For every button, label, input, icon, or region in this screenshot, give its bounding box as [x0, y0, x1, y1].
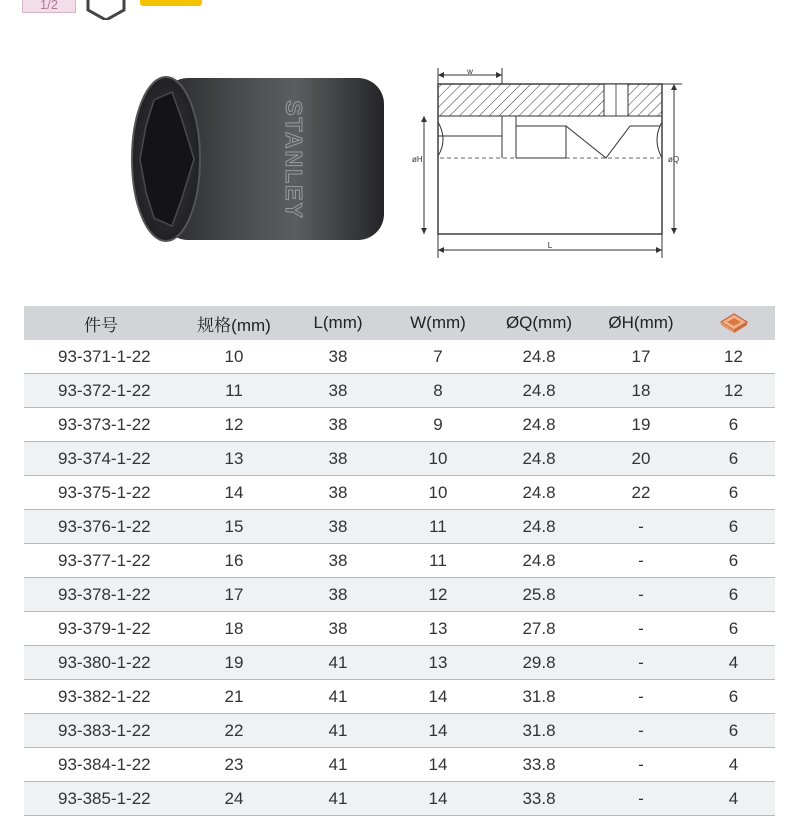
table-row — [24, 646, 775, 680]
cell-h: - — [590, 748, 692, 782]
cell-q: 33.8 — [488, 782, 590, 816]
cell-qty: 6 — [692, 680, 775, 714]
cell-w: 14 — [388, 714, 488, 748]
col-header-size: 规格(mm) — [180, 306, 288, 340]
cell-size: 19 — [180, 646, 288, 680]
col-header-l: L(mm) — [288, 306, 388, 340]
table-row — [24, 340, 775, 374]
cell-q: 24.8 — [488, 476, 590, 510]
cell-l: 38 — [288, 544, 388, 578]
col-header-part-no: 件号 — [24, 306, 180, 340]
cell-h: 17 — [590, 340, 692, 374]
cell-h: - — [590, 612, 692, 646]
quantity-box-icon — [719, 312, 749, 334]
cell-w: 7 — [388, 340, 488, 374]
table-row — [24, 782, 775, 816]
cell-l: 38 — [288, 476, 388, 510]
cell-w: 10 — [388, 476, 488, 510]
cell-qty: 6 — [692, 612, 775, 646]
cell-qty: 4 — [692, 782, 775, 816]
hex-point-icon — [80, 0, 132, 20]
cell-h: 19 — [590, 408, 692, 442]
cell-part-no: 93-373-1-22 — [24, 408, 180, 442]
cell-qty: 4 — [692, 748, 775, 782]
cell-part-no: 93-375-1-22 — [24, 476, 180, 510]
cell-l: 38 — [288, 340, 388, 374]
cell-h: - — [590, 510, 692, 544]
cell-h: 22 — [590, 476, 692, 510]
cell-l: 38 — [288, 408, 388, 442]
brand-engraving: STANLEY — [281, 100, 307, 220]
cell-q: 24.8 — [488, 340, 590, 374]
cell-w: 11 — [388, 544, 488, 578]
cell-qty: 6 — [692, 442, 775, 476]
dimension-drawing — [410, 66, 690, 262]
cell-part-no: 93-382-1-22 — [24, 680, 180, 714]
h-label: øH — [412, 155, 423, 164]
q-label: øQ — [668, 155, 680, 164]
cell-l: 38 — [288, 442, 388, 476]
cell-qty: 6 — [692, 510, 775, 544]
cell-part-no: 93-378-1-22 — [24, 578, 180, 612]
cell-w: 11 — [388, 510, 488, 544]
table-row — [24, 612, 775, 646]
cell-qty: 4 — [692, 646, 775, 680]
cell-size: 23 — [180, 748, 288, 782]
cell-l: 41 — [288, 646, 388, 680]
cell-qty: 12 — [692, 374, 775, 408]
cell-w: 8 — [388, 374, 488, 408]
cell-l: 38 — [288, 510, 388, 544]
cell-h: - — [590, 578, 692, 612]
cell-q: 24.8 — [488, 374, 590, 408]
cell-q: 24.8 — [488, 408, 590, 442]
col-header-w: W(mm) — [388, 306, 488, 340]
table-row — [24, 680, 775, 714]
cell-part-no: 93-384-1-22 — [24, 748, 180, 782]
cell-q: 24.8 — [488, 442, 590, 476]
table-row — [24, 714, 775, 748]
cell-l: 41 — [288, 748, 388, 782]
cell-q: 31.8 — [488, 680, 590, 714]
cell-q: 25.8 — [488, 578, 590, 612]
cell-l: 38 — [288, 612, 388, 646]
cell-qty: 6 — [692, 408, 775, 442]
cell-size: 16 — [180, 544, 288, 578]
cell-l: 38 — [288, 374, 388, 408]
cell-q: 33.8 — [488, 748, 590, 782]
table-row — [24, 544, 775, 578]
cell-part-no: 93-374-1-22 — [24, 442, 180, 476]
table-header-row — [24, 306, 775, 340]
cell-w: 13 — [388, 612, 488, 646]
cell-l: 41 — [288, 782, 388, 816]
cell-q: 29.8 — [488, 646, 590, 680]
cell-part-no: 93-377-1-22 — [24, 544, 180, 578]
drive-size-tag: 1/2 — [22, 0, 76, 13]
cell-size: 18 — [180, 612, 288, 646]
cell-q: 24.8 — [488, 544, 590, 578]
cell-w: 14 — [388, 748, 488, 782]
cell-h: 20 — [590, 442, 692, 476]
table-row — [24, 578, 775, 612]
table-row — [24, 408, 775, 442]
cell-size: 13 — [180, 442, 288, 476]
table-row — [24, 476, 775, 510]
cell-l: 38 — [288, 578, 388, 612]
table-row — [24, 442, 775, 476]
cell-h: - — [590, 714, 692, 748]
table-row — [24, 510, 775, 544]
cell-part-no: 93-371-1-22 — [24, 340, 180, 374]
cell-size: 15 — [180, 510, 288, 544]
cell-size: 22 — [180, 714, 288, 748]
cell-size: 14 — [180, 476, 288, 510]
cell-w: 9 — [388, 408, 488, 442]
cell-qty: 6 — [692, 476, 775, 510]
cell-w: 13 — [388, 646, 488, 680]
col-header-q: ØQ(mm) — [488, 306, 590, 340]
cell-q: 31.8 — [488, 714, 590, 748]
cell-size: 21 — [180, 680, 288, 714]
cell-h: - — [590, 646, 692, 680]
cell-size: 24 — [180, 782, 288, 816]
cell-size: 12 — [180, 408, 288, 442]
cell-size: 11 — [180, 374, 288, 408]
l-label: L — [547, 241, 553, 250]
cell-h: - — [590, 782, 692, 816]
spec-table — [24, 306, 775, 816]
yellow-tag — [140, 0, 202, 6]
cell-part-no: 93-372-1-22 — [24, 374, 180, 408]
cell-size: 10 — [180, 340, 288, 374]
col-header-qty — [692, 306, 775, 340]
cell-part-no: 93-379-1-22 — [24, 612, 180, 646]
socket-photo — [124, 72, 394, 248]
cell-h: - — [590, 544, 692, 578]
cell-w: 10 — [388, 442, 488, 476]
cell-q: 27.8 — [488, 612, 590, 646]
cell-qty: 12 — [692, 340, 775, 374]
cell-h: - — [590, 680, 692, 714]
table-row — [24, 374, 775, 408]
cell-qty: 6 — [692, 578, 775, 612]
cell-q: 24.8 — [488, 510, 590, 544]
cell-h: 18 — [590, 374, 692, 408]
cell-part-no: 93-385-1-22 — [24, 782, 180, 816]
cell-qty: 6 — [692, 544, 775, 578]
cell-w: 14 — [388, 782, 488, 816]
table-row — [24, 748, 775, 782]
w-label: w — [467, 67, 473, 76]
cell-part-no: 93-376-1-22 — [24, 510, 180, 544]
cell-qty: 6 — [692, 714, 775, 748]
cell-part-no: 93-383-1-22 — [24, 714, 180, 748]
cell-l: 41 — [288, 714, 388, 748]
cell-l: 41 — [288, 680, 388, 714]
cell-w: 12 — [388, 578, 488, 612]
cell-w: 14 — [388, 680, 488, 714]
cell-part-no: 93-380-1-22 — [24, 646, 180, 680]
cell-size: 17 — [180, 578, 288, 612]
col-header-h: ØH(mm) — [590, 306, 692, 340]
